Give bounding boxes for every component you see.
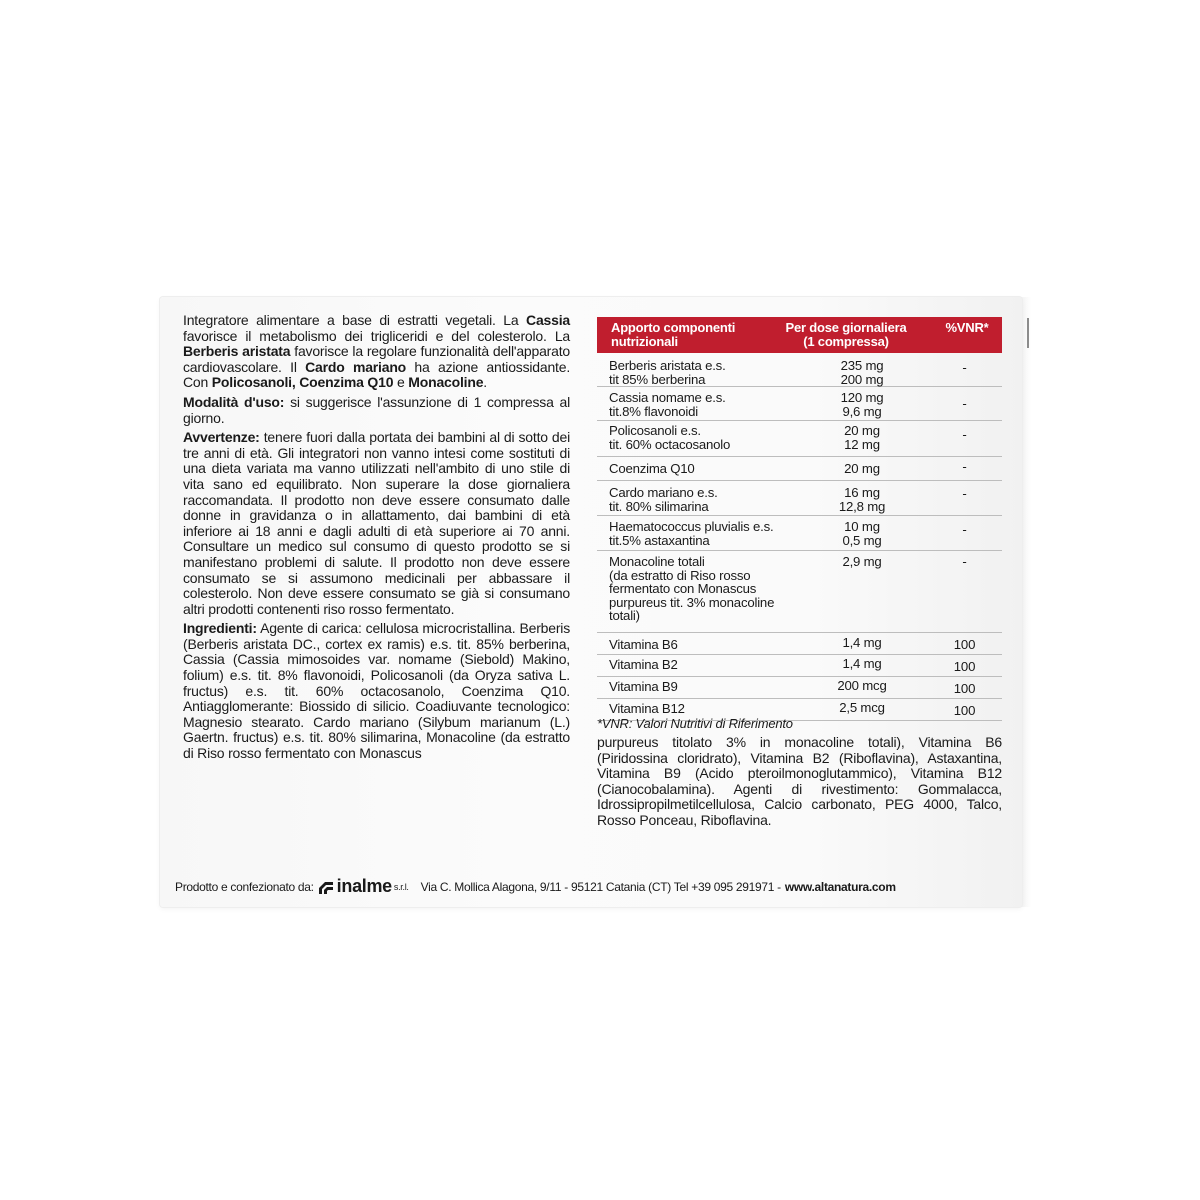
table-row xyxy=(597,421,1002,457)
row-name: Coenzima Q10 xyxy=(609,461,695,476)
ingredients-continuation: purpureus titolato 3% in monacoline totali), Vitamina B6 (Piridossina cloridrato), Vitamina B2 (Riboflavina), Astaxantina, Vitamina B9 (Acido pteroilmonoglutammico), Vitamina B12 (Cianocobalamina). Agenti di rivestimento: Gommalacca, Idrossipropilmetilcellulosa, Calcio carbonato, PEG 4000, Talco, Rosso Ponceau, Riboflavina. xyxy=(597,734,1002,828)
row-name: Berberis aristata e.s. tit 85% berberina xyxy=(609,358,726,387)
ingredients-paragraph: Ingredienti: Agente di carica: cellulosa microcristallina. Berberis (Berberis aristata DC., cortex ex ramis) e.s. tit. 85% berberina, Cassia (Cassia mimosoides var. nomame (Siebold) Makino, folium) e.s. tit. 8% flavonoidi, Policosanoli (da Oryza sativa L. fructus) e.s. tit. 60% octacosanolo, Coenzima Q10. Antiagglomerante: Biossido di silicio. Coadiuvante tecnologico: Magnesio stearato. Cardo mariano (Silybum marianum (L.) Gaertn. fructus) e.s. tit. 80% silimarina, Monacoline (da estratto di Riso rosso fermentato con Monascus xyxy=(183,620,570,762)
row-name: Vitamina B6 xyxy=(609,637,678,652)
usage-paragraph: Modalità d'uso: si suggerisce l'assunzione di 1 compressa al giorno. xyxy=(183,393,571,426)
table-row xyxy=(597,481,1002,516)
footer-address: Via C. Mollica Alagona, 9/11 - 95121 Catania (CT) Tel +39 095 291971 - xyxy=(420,879,781,894)
producer-footer xyxy=(175,876,896,897)
row-vnr: - xyxy=(962,360,967,375)
row-dose: 2,5 mcg xyxy=(839,700,885,715)
row-dose: 235 mg 200 mg xyxy=(840,358,884,387)
row-name: Monacoline totali (da estratto di Riso rosso fermentato con Monascus purpureus tit. 3% monacoline totali) xyxy=(609,554,775,623)
warnings-paragraph: Avvertenze: tenere fuori dalla portata dei bambini al di sotto dei tre anni di età. Gli integratori non vanno intesi come sostituti di una dieta variata ma vanno utilizzati nell'ambito di uno stile di vita sano ed equilibrato. Non superare la dose giornaliera raccomandata. Il prodotto non deve essere consumato dalle donne in gravidanza o in allattamento, dai bambini di età inferiore ai 18 anni e dagli adulti di età superiore ai 70 anni. Consultare un medico sul consumo di questo prodotto se si manifestano problemi di salute. Il prodotto non deve essere consumato se si assumono medicinali per abbassare il colesterolo. Non deve essere consumato se già si consumano altri prodotti contenenti riso rosso fermentato. xyxy=(183,429,570,617)
row-dose: 1,4 mg xyxy=(842,656,882,671)
header-daily-dose: Per dose giornaliera (1 compressa) xyxy=(785,320,907,349)
header-vnr: %VNR* xyxy=(945,320,989,335)
row-name: Vitamina B2 xyxy=(609,657,678,672)
table-row xyxy=(597,551,1002,633)
website-link[interactable]: www.altanatura.com xyxy=(784,879,896,894)
row-name: Vitamina B9 xyxy=(609,679,678,694)
row-vnr: - xyxy=(962,427,967,442)
vnr-footnote: *VNR: Valori Nutritivi di Riferimento xyxy=(597,716,793,731)
header-component: Apporto componenti nutrizionali xyxy=(611,320,736,349)
row-vnr: 100 xyxy=(953,703,976,718)
row-vnr: - xyxy=(962,522,967,537)
package-edge-mark xyxy=(1027,318,1029,348)
row-dose: 200 mcg xyxy=(837,678,887,693)
row-dose: 20 mg 12 mg xyxy=(844,423,880,452)
row-name: Vitamina B12 xyxy=(609,701,685,716)
left-text-column xyxy=(183,313,570,766)
table-row xyxy=(597,516,1002,551)
company-name: inalme xyxy=(336,876,392,896)
row-name: Cardo mariano e.s. tit. 80% silimarina xyxy=(609,485,718,514)
table-row xyxy=(597,677,1002,699)
row-name: Haematococcus pluvialis e.s. tit.5% astaxantina xyxy=(609,519,774,548)
row-vnr: - xyxy=(962,486,967,501)
row-vnr: 100 xyxy=(953,659,976,674)
table-row xyxy=(597,353,1002,387)
row-name: Policosanoli e.s. tit. 60% octacosanolo xyxy=(609,423,731,452)
row-vnr: - xyxy=(962,459,967,474)
table-row xyxy=(597,633,1002,655)
nutrition-table xyxy=(597,317,1002,721)
table-row xyxy=(597,457,1002,481)
row-vnr: - xyxy=(962,396,967,411)
row-vnr: 100 xyxy=(953,637,976,652)
inalme-logo-icon xyxy=(318,879,334,895)
row-dose: 20 mg xyxy=(844,461,880,476)
row-vnr: - xyxy=(962,554,967,569)
table-header xyxy=(597,317,1002,353)
footer-prefix: Prodotto e confezionato da: xyxy=(175,879,314,894)
row-name: Cassia nomame e.s. tit.8% flavonoidi xyxy=(609,390,726,419)
table-row xyxy=(597,655,1002,677)
company-suffix: s.r.l. xyxy=(393,881,409,892)
row-dose: 10 mg 0,5 mg xyxy=(842,519,882,548)
table-row xyxy=(597,387,1002,421)
row-dose: 120 mg 9,6 mg xyxy=(840,390,884,419)
row-dose: 16 mg 12,8 mg xyxy=(838,485,886,514)
ingredients-label: Ingredienti: xyxy=(183,620,257,637)
warnings-label: Avvertenze: xyxy=(183,429,260,446)
row-dose: 1,4 mg xyxy=(842,635,882,650)
row-vnr: 100 xyxy=(953,681,976,696)
row-dose: 2,9 mg xyxy=(842,554,882,569)
intro-paragraph: Integratore alimentare a base di estratti vegetali. La Cassia favorisce il metabolismo dei trigliceridi e del colesterolo. La Berberis aristata favorisce la regolare funzionalità dell'apparato cardiovascolare. Il Cardo mariano ha azione antiossidante. Con Policosanoli, Coenzima Q10 e Monacoline. xyxy=(183,312,571,391)
usage-label: Modalità d'uso: xyxy=(183,393,285,410)
inalme-logo xyxy=(318,876,415,897)
